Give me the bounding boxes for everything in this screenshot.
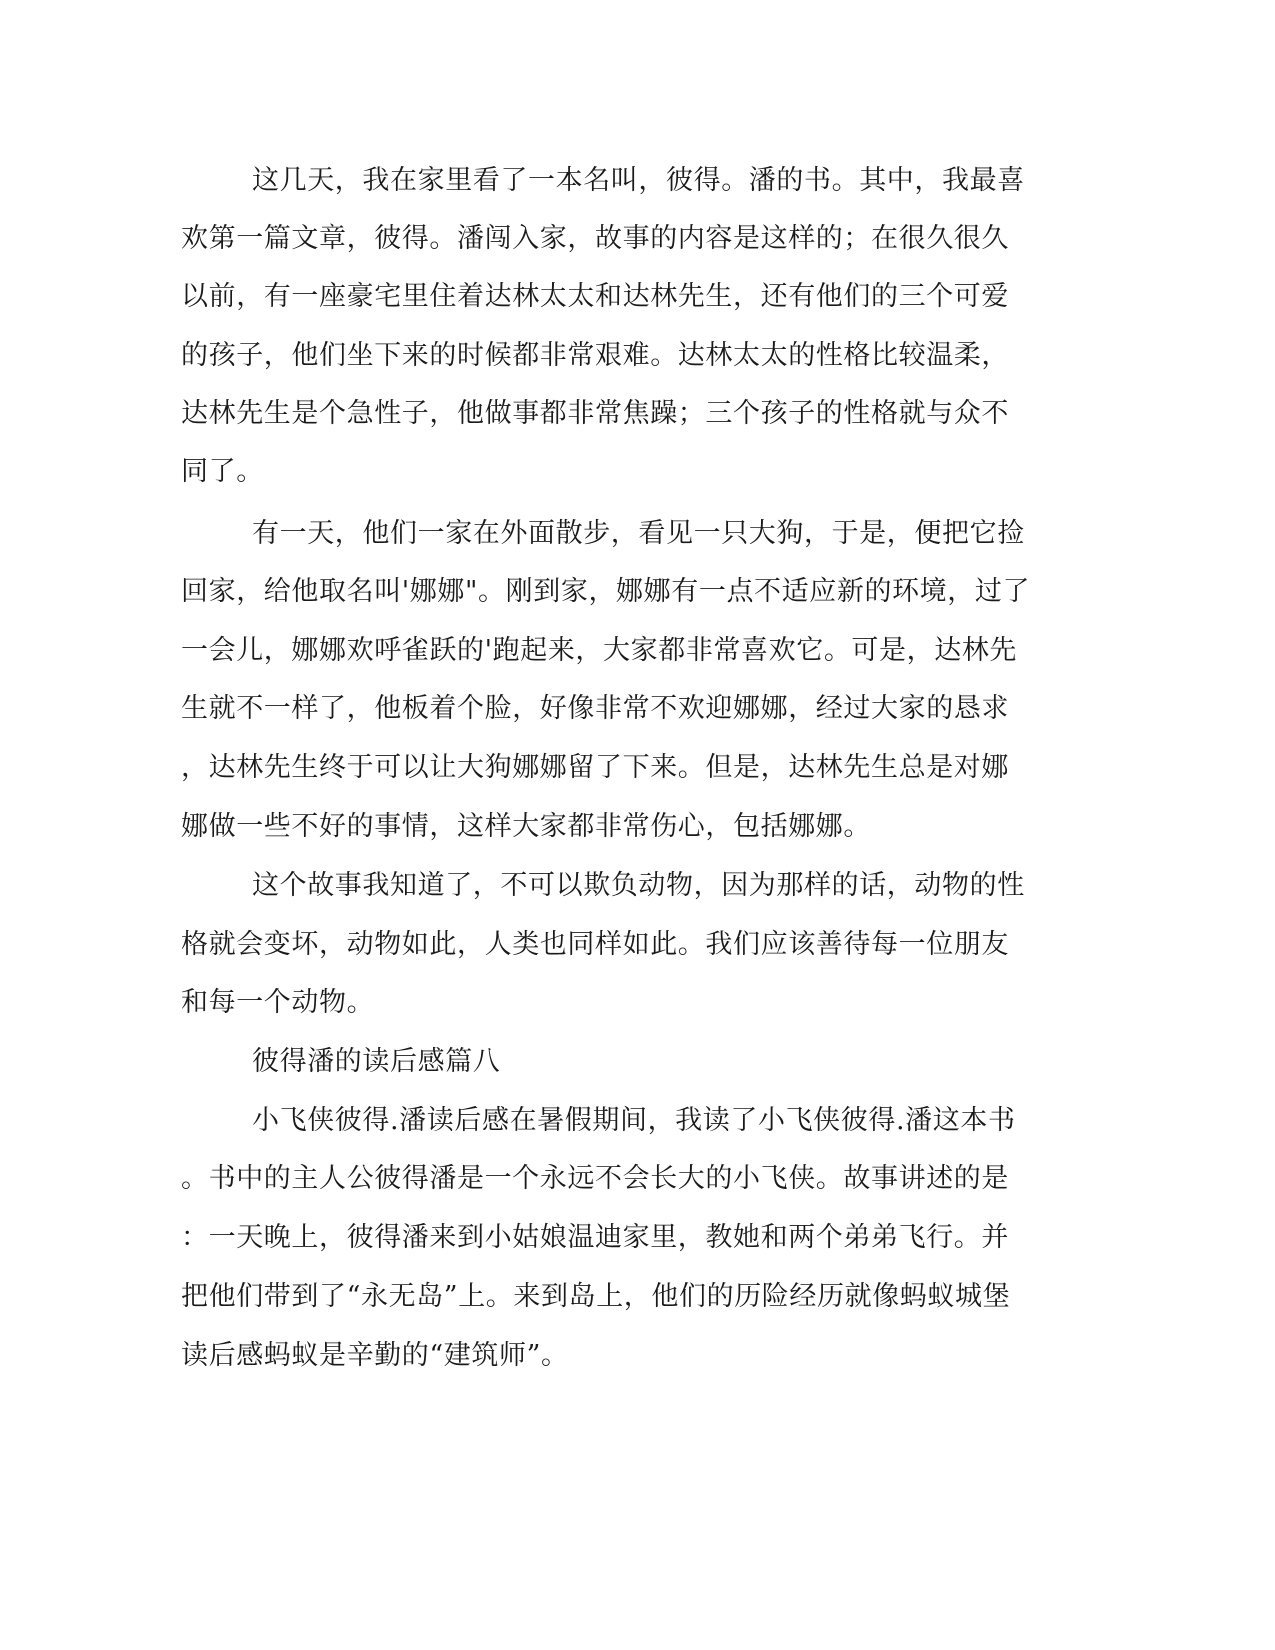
text-line: 把他们带到了“永无岛”上。来到岛上，他们的历险经历就像蚂蚁城堡 [181,1281,1011,1312]
text-line: ：一天晚上，彼得潘来到小姑娘温迪家里，教她和两个弟弟飞行。并 [181,1222,1009,1253]
text-line: 格就会变坏，动物如此，人类也同样如此。我们应该善待每一位朋友 [181,929,1009,960]
text-line: 生就不一样了，他板着个脸，好像非常不欢迎娜娜，经过大家的恳求 [181,693,1009,724]
text-line: 的孩子，他们坐下来的时候都非常艰难。达林太太的性格比较温柔， [181,340,1009,371]
text-line: 有一天，他们一家在外面散步，看见一只大狗，于是，便把它捡 [252,518,1025,549]
text-line: 小飞侠彼得.潘读后感在暑假期间，我读了小飞侠彼得.潘这本书 [252,1105,1016,1136]
text-line: 和每一个动物。 [181,987,375,1018]
text-line: 欢第一篇文章，彼得。潘闯入家，故事的内容是这样的；在很久很久 [181,223,1009,254]
text-line: 回家，给他取名叫'娜娜"。刚到家，娜娜有一点不适应新的环境，过了 [181,576,1031,607]
text-line: 同了。 [181,456,264,487]
text-line: 这几天，我在家里看了一本名叫，彼得。潘的书。其中，我最喜 [252,165,1025,196]
text-line: 。书中的主人公彼得潘是一个永远不会长大的小飞侠。故事讲述的是 [181,1163,1009,1194]
text-line: 达林先生是个急性子，他做事都非常焦躁；三个孩子的性格就与众不 [181,398,1009,429]
text-line: 娜做一些不好的事情，这样大家都非常伤心，包括娜娜。 [181,811,871,842]
text-line: 以前，有一座豪宅里住着达林太太和达林先生，还有他们的三个可爱 [181,281,1009,312]
text-line: 读后感蚂蚁是辛勤的“建筑师”。 [181,1340,569,1371]
text-line: ，达林先生终于可以让大狗娜娜留了下来。但是，达林先生总是对娜 [181,752,1009,783]
section-heading: 彼得潘的读后感篇八 [252,1046,501,1077]
text-line: 一会儿，娜娜欢呼雀跃的'跑起来，大家都非常喜欢它。可是，达林先 [181,635,1018,666]
text-line: 这个故事我知道了，不可以欺负动物，因为那样的话，动物的性 [252,870,1025,901]
